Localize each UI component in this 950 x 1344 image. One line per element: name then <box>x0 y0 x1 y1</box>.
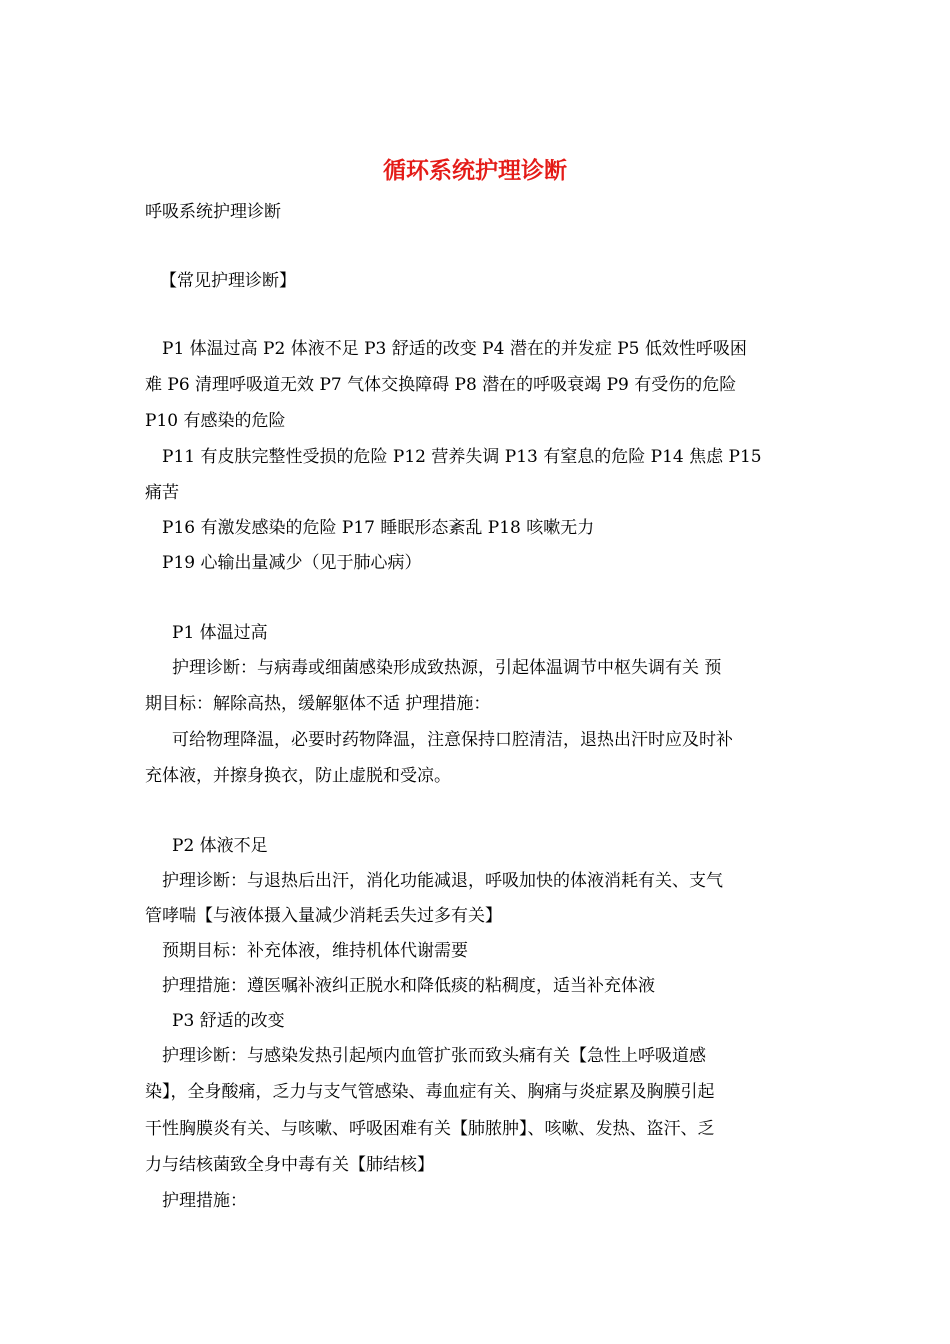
diagnosis-list-line: P1 体温过高 P2 体液不足 P3 舒适的改变 P4 潜在的并发症 P5 低效性呼吸困 <box>162 339 747 359</box>
paragraph-line: 染】，全身酸痛，乏力与支气管感染、毒血症有关、胸痛与炎症累及胸膜引起 <box>145 1082 715 1102</box>
paragraph-line: 护理措施：遵医嘱补液纠正脱水和降低痰的粘稠度，适当补充体液 <box>162 976 655 996</box>
diagnosis-list-line: 难 P6 清理呼吸道无效 P7 气体交换障碍 P8 潜在的呼吸衰竭 P9 有受伤的危险 <box>145 375 737 395</box>
paragraph-line: 预期目标：补充体液，维持机体代谢需要 <box>162 941 468 961</box>
diagnosis-list-line: 痛苦 <box>145 483 179 503</box>
diagnosis-list-line: P19 心输出量减少（见于肺心病） <box>162 553 422 573</box>
paragraph-line: 期目标：解除高热，缓解躯体不适 护理措施： <box>145 694 491 714</box>
diagnosis-list-line: P11 有皮肤完整性受损的危险 P12 营养失调 P13 有窒息的危险 P14 焦虑 P15 <box>162 447 762 467</box>
paragraph-line: 力与结核菌致全身中毒有关【肺结核】 <box>145 1155 434 1175</box>
diagnosis-list-line: P16 有激发感染的危险 P17 睡眠形态紊乱 P18 咳嗽无力 <box>162 518 595 538</box>
document-title: 循环系统护理诊断 <box>383 157 567 184</box>
paragraph-line: 护理诊断：与感染发热引起颅内血管扩张而致头痛有关【急性上呼吸道感 <box>162 1046 706 1066</box>
paragraph-line: 护理诊断：与退热后出汗，消化功能减退，呼吸加快的体液消耗有关、支气 <box>162 871 723 891</box>
diagnosis-list-line: P10 有感染的危险 <box>145 411 286 431</box>
paragraph-line: 管哮喘【与液体摄入量减少消耗丢失过多有关】 <box>145 906 502 926</box>
p2-heading: P2 体液不足 <box>172 836 268 856</box>
subtitle: 呼吸系统护理诊断 <box>145 202 281 222</box>
paragraph-line: 可给物理降温，必要时药物降温，注意保持口腔清洁，退热出汗时应及时补 <box>172 730 733 750</box>
section-heading: 【常见护理诊断】 <box>160 271 296 291</box>
paragraph-line: 充体液，并擦身换衣，防止虚脱和受凉。 <box>145 766 451 786</box>
p3-heading: P3 舒适的改变 <box>172 1011 285 1031</box>
p1-heading: P1 体温过高 <box>172 623 268 643</box>
paragraph-line: 护理措施： <box>162 1191 247 1211</box>
paragraph-line: 干性胸膜炎有关、与咳嗽、呼吸困难有关【肺脓肿】、咳嗽、发热、盗汗、乏 <box>145 1119 715 1139</box>
paragraph-line: 护理诊断：与病毒或细菌感染形成致热源，引起体温调节中枢失调有关 预 <box>172 658 722 678</box>
